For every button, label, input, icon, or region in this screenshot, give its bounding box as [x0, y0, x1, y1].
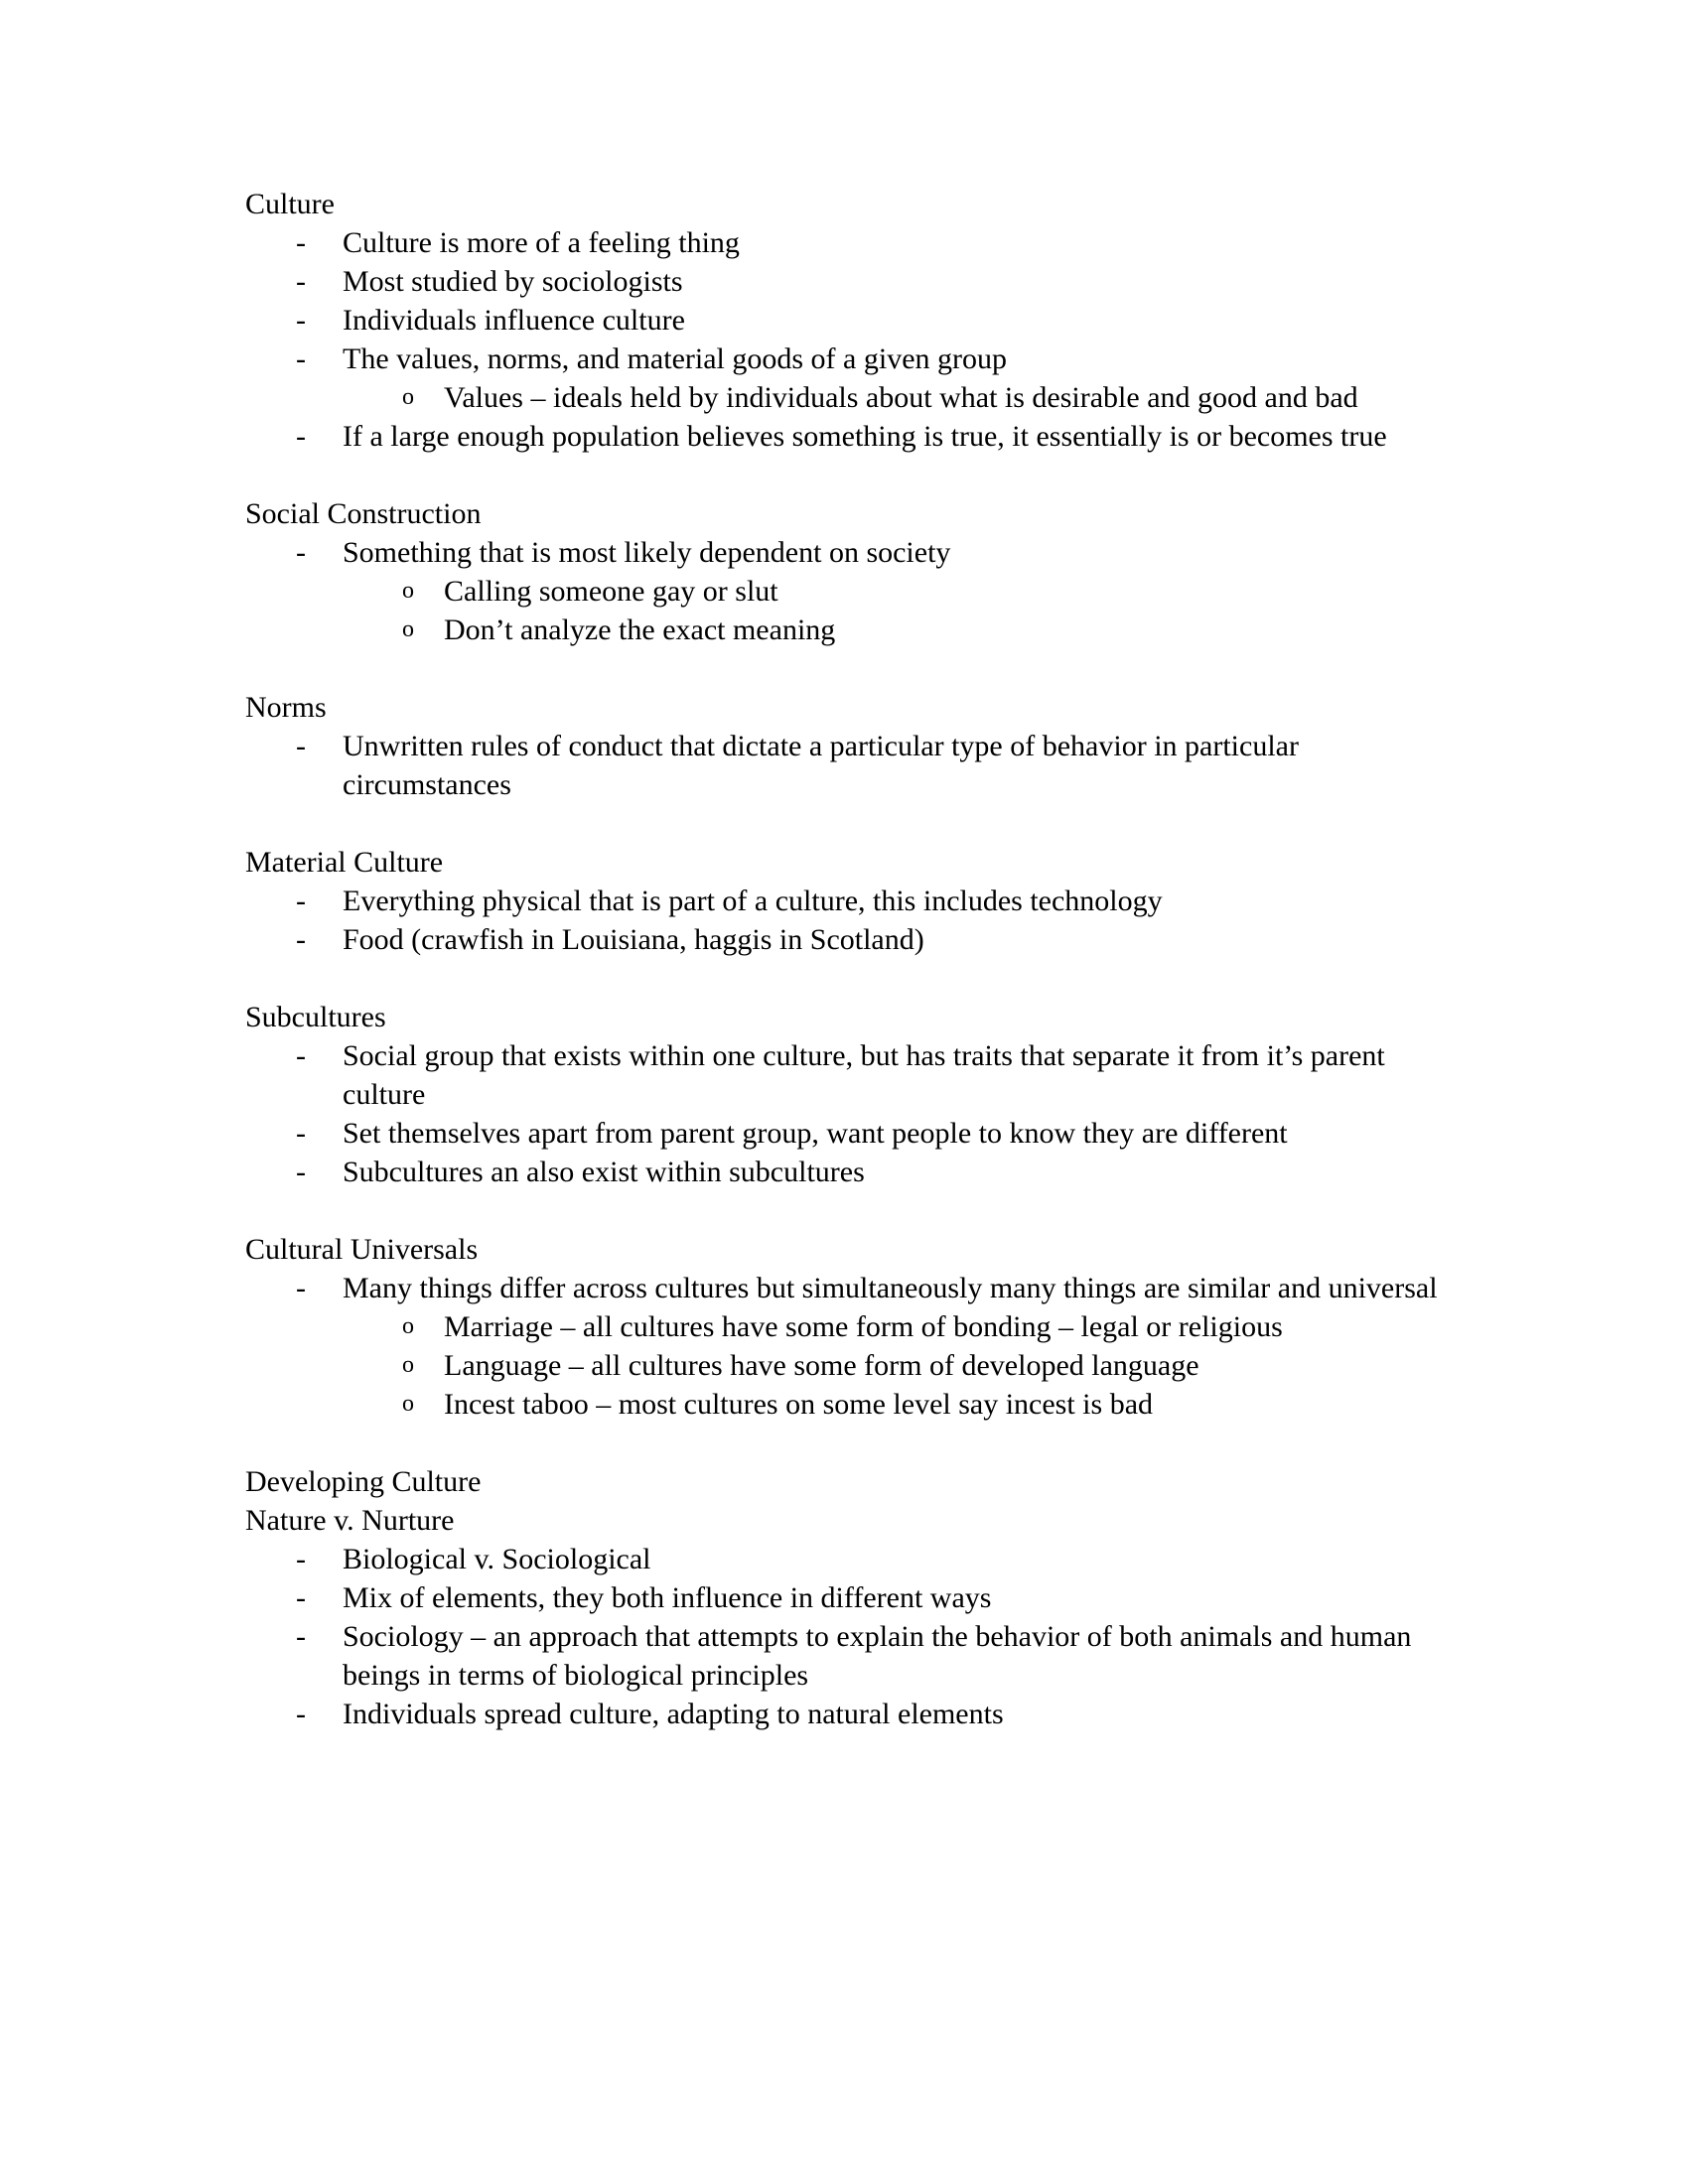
bullet-text: Marriage – all cultures have some form of bonding – legal or religious: [444, 1310, 1283, 1343]
section-heading: Social Construction: [245, 497, 482, 530]
dash-bullet-icon: -: [296, 1620, 306, 1653]
bullet-item: [245, 1036, 1467, 1114]
dash-bullet-icon: -: [296, 1581, 306, 1614]
dash-bullet-icon: -: [296, 730, 306, 762]
paragraph-spacer: [245, 804, 1467, 843]
circle-bullet-icon: o: [402, 616, 414, 642]
dash-bullet-icon: -: [296, 304, 306, 337]
dash-bullet-icon: -: [296, 265, 306, 298]
bullet-text: If a large enough population believes something is true, it essentially is or becomes true: [343, 420, 1387, 453]
bullet-text: Everything physical that is part of a culture, this includes technology: [343, 885, 1163, 917]
bullet-text: Calling someone gay or slut: [444, 575, 778, 608]
dash-bullet-icon: -: [296, 923, 306, 956]
notes-body: [245, 185, 1467, 1733]
bullet-text: Food (crawfish in Louisiana, haggis in Scotland): [343, 923, 924, 956]
bullet-text: Language – all cultures have some form of developed language: [444, 1349, 1199, 1382]
bullet-text: The values, norms, and material goods of a given group: [343, 342, 1007, 375]
dash-bullet-icon: -: [296, 1272, 306, 1304]
bullet-text: Unwritten rules of conduct that dictate a particular type of behavior in particular circumstances: [343, 730, 1299, 801]
paragraph-spacer: [245, 649, 1467, 688]
section-heading: Nature v. Nurture: [245, 1504, 455, 1537]
bullet-item: [245, 1153, 1467, 1191]
circle-bullet-icon: o: [402, 1391, 414, 1417]
bullet-item: [245, 1269, 1467, 1307]
bullet-text: Individuals influence culture: [343, 304, 685, 337]
dash-bullet-icon: -: [296, 1117, 306, 1150]
section-heading: Culture: [245, 188, 335, 220]
dash-bullet-icon: -: [296, 342, 306, 375]
section-heading: Material Culture: [245, 846, 444, 879]
bullet-text: Incest taboo – most cultures on some level say incest is bad: [444, 1388, 1154, 1421]
bullet-item: [245, 1578, 1467, 1617]
dash-bullet-icon: -: [296, 420, 306, 453]
bullet-text: Subcultures an also exist within subcultures: [343, 1156, 865, 1188]
bullet-item: [245, 727, 1467, 804]
bullet-text: Mix of elements, they both influence in different ways: [343, 1581, 992, 1614]
bullet-text: Culture is more of a feeling thing: [343, 226, 740, 259]
dash-bullet-icon: -: [296, 226, 306, 259]
dash-bullet-icon: -: [296, 885, 306, 917]
circle-bullet-icon: o: [402, 1313, 414, 1339]
sub-bullet-item: [245, 572, 1467, 611]
dash-bullet-icon: -: [296, 1039, 306, 1072]
sub-bullet-item: [245, 1346, 1467, 1385]
bullet-item: [245, 882, 1467, 920]
bullet-text: Social group that exists within one culture, but has traits that separate it from it’s parent culture: [343, 1039, 1385, 1111]
bullet-item: [245, 1540, 1467, 1578]
bullet-item: [245, 920, 1467, 959]
bullet-item: [245, 262, 1467, 301]
dash-bullet-icon: -: [296, 536, 306, 569]
section-heading: Developing Culture: [245, 1465, 482, 1498]
bullet-item: [245, 1695, 1467, 1733]
section-heading: Subcultures: [245, 1001, 386, 1033]
paragraph-spacer: [245, 456, 1467, 494]
paragraph-spacer: [245, 1424, 1467, 1462]
paragraph-spacer: [245, 959, 1467, 998]
bullet-item: [245, 1617, 1467, 1695]
dash-bullet-icon: -: [296, 1156, 306, 1188]
sub-bullet-item: [245, 378, 1467, 417]
section-heading: Norms: [245, 691, 327, 724]
bullet-text: Biological v. Sociological: [343, 1543, 651, 1575]
circle-bullet-icon: o: [402, 578, 414, 604]
bullet-text: Sociology – an approach that attempts to explain the behavior of both animals and human beings in terms of biological principles: [343, 1620, 1412, 1692]
bullet-text: Something that is most likely dependent on society: [343, 536, 951, 569]
section-heading: Cultural Universals: [245, 1233, 479, 1266]
bullet-item: [245, 533, 1467, 572]
circle-bullet-icon: o: [402, 1352, 414, 1378]
bullet-item: [245, 301, 1467, 340]
bullet-text: Many things differ across cultures but simultaneously many things are similar and universal: [343, 1272, 1438, 1304]
dash-bullet-icon: -: [296, 1543, 306, 1575]
dash-bullet-icon: -: [296, 1698, 306, 1730]
bullet-item: [245, 1114, 1467, 1153]
sub-bullet-item: [245, 1385, 1467, 1424]
bullet-text: Most studied by sociologists: [343, 265, 683, 298]
sub-bullet-item: [245, 1307, 1467, 1346]
bullet-item: [245, 340, 1467, 378]
bullet-text: Don’t analyze the exact meaning: [444, 614, 836, 646]
bullet-text: Individuals spread culture, adapting to natural elements: [343, 1698, 1004, 1730]
bullet-item: [245, 417, 1467, 456]
bullet-text: Set themselves apart from parent group, want people to know they are different: [343, 1117, 1288, 1150]
sub-bullet-item: [245, 611, 1467, 649]
paragraph-spacer: [245, 1191, 1467, 1230]
circle-bullet-icon: o: [402, 384, 414, 410]
bullet-text: Values – ideals held by individuals about what is desirable and good and bad: [444, 381, 1358, 414]
bullet-item: [245, 223, 1467, 262]
